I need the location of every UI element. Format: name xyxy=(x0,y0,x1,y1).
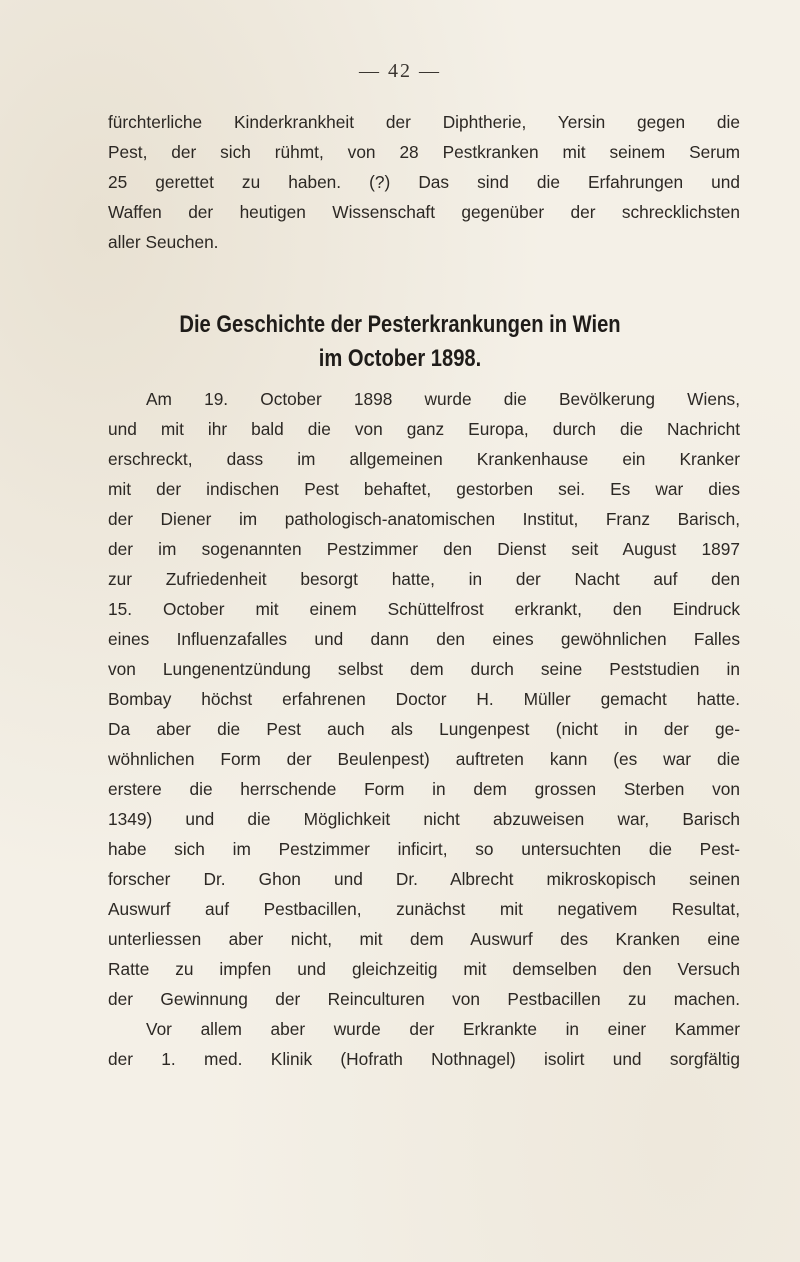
text-line: Ratte zu impfen und gleichzeitig mit demselben den Versuch xyxy=(108,959,740,979)
body-paragraph xyxy=(108,384,740,1074)
text-line: der Gewinnung der Reinculturen von Pestbacillen zu machen. xyxy=(108,989,740,1009)
text-line: erschreckt, dass im allgemeinen Krankenhause ein Kranker xyxy=(108,449,740,469)
text-line: Auswurf auf Pestbacillen, zunächst mit negativem Resultat, xyxy=(108,899,740,919)
section-heading xyxy=(64,308,736,376)
text-line: der 1. med. Klinik (Hofrath Nothnagel) isolirt und sorgfältig xyxy=(108,1049,740,1069)
heading-line-1: Die Geschichte der Pesterkrankungen in Wien xyxy=(179,311,621,338)
text-line: habe sich im Pestzimmer inficirt, so untersuchten die Pest- xyxy=(108,839,740,859)
page-number: — 42 — xyxy=(359,60,441,82)
text-line: forscher Dr. Ghon und Dr. Albrecht mikroskopisch seinen xyxy=(108,869,740,889)
text-line: Waffen der heutigen Wissenschaft gegenüber der schrecklichsten xyxy=(108,202,740,222)
text-line: mit der indischen Pest behaftet, gestorben sei. Es war dies xyxy=(108,479,740,499)
text-line: 1349) und die Möglichkeit nicht abzuweisen war, Barisch xyxy=(108,809,740,829)
text-line: fürchterliche Kinderkrankheit der Diphtherie, Yersin gegen die xyxy=(108,112,740,132)
heading-line-2: im October 1898. xyxy=(318,345,482,372)
text-line: der Diener im pathologisch-anatomischen Institut, Franz Barisch, xyxy=(108,509,740,529)
text-line: Vor allem aber wurde der Erkrankte in einer Kammer xyxy=(146,1019,740,1039)
text-line: der im sogenannten Pestzimmer den Dienst seit August 1897 xyxy=(108,539,740,559)
text-line: 15. October mit einem Schüttelfrost erkrankt, den Eindruck xyxy=(108,599,740,619)
text-line: Da aber die Pest auch als Lungenpest (nicht in der ge- xyxy=(108,719,740,739)
text-line: wöhnlichen Form der Beulenpest) auftreten kann (es war die xyxy=(108,749,740,769)
text-line: aller Seuchen. xyxy=(108,232,219,252)
text-line: Bombay höchst erfahrenen Doctor H. Müller gemacht hatte. xyxy=(108,689,740,709)
text-line: und mit ihr bald die von ganz Europa, durch die Nachricht xyxy=(108,419,740,439)
text-line: eines Influenzafalles und dann den eines gewöhnlichen Falles xyxy=(108,629,740,649)
text-line: 25 gerettet zu haben. (?) Das sind die Erfahrungen und xyxy=(108,172,740,192)
text-line: von Lungenentzündung selbst dem durch seine Peststudien in xyxy=(108,659,740,679)
intro-paragraph xyxy=(108,107,740,257)
text-line: erstere die herrschende Form in dem grossen Sterben von xyxy=(108,779,740,799)
text-line: Pest, der sich rühmt, von 28 Pestkranken mit seinem Serum xyxy=(108,142,740,162)
text-line: Am 19. October 1898 wurde die Bevölkerung Wiens, xyxy=(146,389,740,409)
text-line: zur Zufriedenheit besorgt hatte, in der Nacht auf den xyxy=(108,569,740,589)
text-line: unterliessen aber nicht, mit dem Auswurf des Kranken eine xyxy=(108,929,740,949)
